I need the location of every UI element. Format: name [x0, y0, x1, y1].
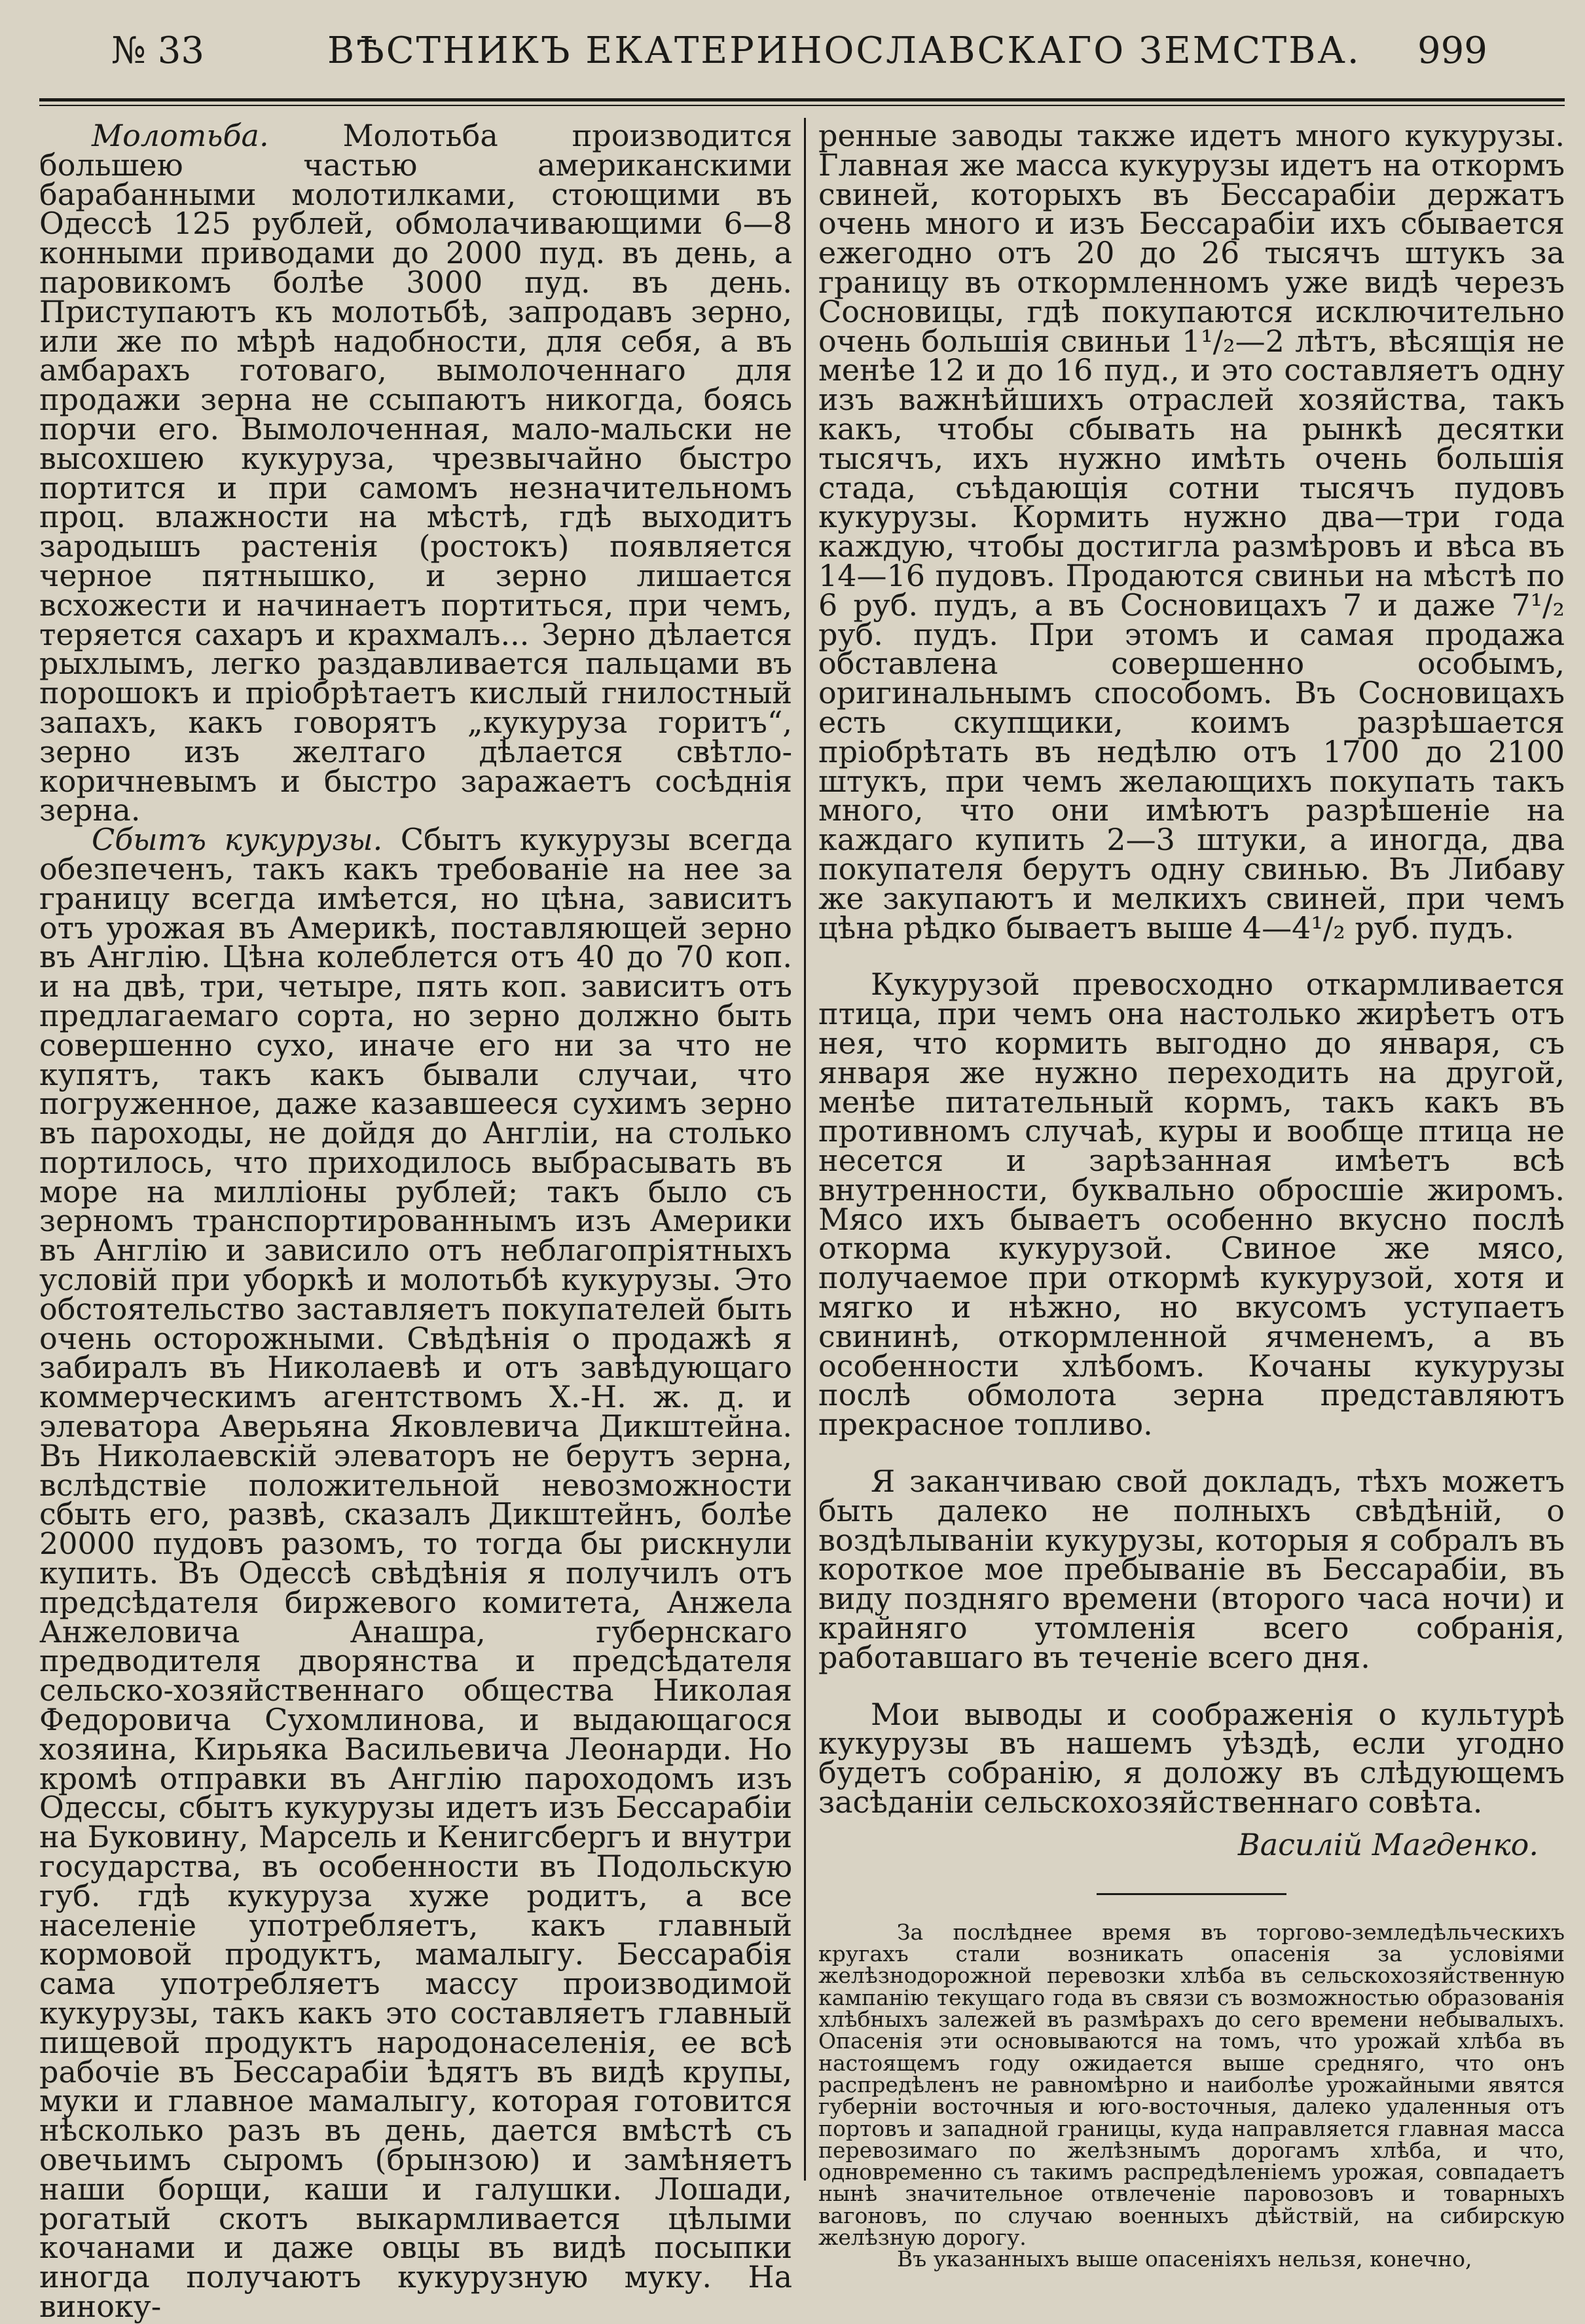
- news-paragraph-continued: Въ указанныхъ выше опасеніяхъ нельзя, конечно,: [897, 2246, 1472, 2272]
- runin-heading-threshing: Молотьба.: [92, 118, 269, 153]
- page-header: [0, 25, 1585, 77]
- section-rule: [1097, 1893, 1286, 1895]
- paragraph-threshing: [39, 118, 792, 828]
- header-rule-thin: [39, 105, 1565, 106]
- paragraph-findings: Мои выводы и соображенія о культурѣ кукурузы въ нашемъ уѣздѣ, если угодно будетъ собранію, я доложу въ слѣдующемъ засѣданіи сельскохозяйственнаго совѣта.: [818, 1696, 1565, 1820]
- news-note: [818, 1921, 1565, 2270]
- header-rule-thick: [39, 98, 1565, 101]
- issue-number: № 33: [111, 29, 205, 72]
- page-number: 999: [1417, 29, 1487, 72]
- author-signature: Василій Магденко.: [1237, 1826, 1539, 1862]
- paragraph-poultry: Кукурузой превосходно откармливается птица, при чемъ она настолько жирѣетъ отъ нея, что кормить выгодно до января, съ января же нужно переходить на другой, менѣе питательный кормъ, такъ какъ въ противномъ случаѣ, куры и вообще птица не несется и зарѣзанная имѣетъ всѣ внутренности, буквально обросшіе жиромъ. Мясо ихъ бываетъ особенно вкусно послѣ откорма кукурузой. Свиное же мясо, получаемое при откормѣ кукурузой, хотя и мягко и нѣжно, но вкусомъ уступаетъ свининѣ, откормленной ячменемъ, а въ особенности хлѣбомъ. Кочаны кукурузы послѣ обмолота зерна представляютъ прекрасное топливо.: [818, 967, 1565, 1443]
- runin-heading-corn-sales: Сбытъ кукурузы.: [92, 822, 383, 858]
- journal-title: ВѢСТНИКЪ ЕКАТЕРИНОСЛАВСКАГО ЗЕМСТВА.: [327, 29, 1361, 72]
- paragraph-conclusion: Я заканчиваю свой докладъ, тѣхъ можетъ быть далеко не полныхъ свѣдѣній, о воздѣлываніи кукурузы, которыя я собралъ въ короткое мое пребываніе въ Бессарабіи, въ виду поздняго времени (второго часа ночи) и крайняго утомленія всего собранія, работавшаго въ теченіе всего дня.: [818, 1464, 1565, 1675]
- column-divider: [804, 118, 806, 2181]
- left-column: [39, 118, 792, 2324]
- paragraph-corn-sales: [39, 822, 792, 2324]
- paragraph-pig-fattening: ренные заводы также идетъ много кукурузы. Главная же масса кукурузы идетъ на откормъ свиней, которыхъ въ Бессарабіи держатъ очень много и изъ Бессарабіи ихъ сбывается ежегодно отъ 20 до 26 тысячъ штукъ за границу въ откормленномъ уже видѣ черезъ Сосновицы, гдѣ покупаются исключительно очень большія свиньи 1¹/₂—2 лѣтъ, вѣсящія не менѣе 12 и до 16 пуд., и это составляетъ одну изъ важнѣйшихъ отраслей хозяйства, такъ какъ, чтобы сбывать на рынкѣ десятки тысячъ, ихъ нужно имѣть очень большія стада, съѣдающія сотни тысячъ пудовъ кукурузы. Кормить нужно два—три года каждую, чтобы достигла размѣровъ и вѣса въ 14—16 пудовъ. Продаются свиньи на мѣстѣ по 6 руб. пудъ, а въ Сосновицахъ 7 и даже 7¹/₂ руб. пудъ. При этомъ и самая продажа обставлена совершенно особымъ, оригинальнымъ способомъ. Въ Сосновицахъ есть скупщики, коимъ разрѣшается пріобрѣтать въ недѣлю отъ 1700 до 2100 штукъ, при чемъ желающихъ покупать такъ много, что они имѣютъ разрѣшеніе на каждаго купить 2—3 штуки, а иногда, два покупателя берутъ одну свинью. Въ Либаву же закупаютъ и мелкихъ свиней, при чемъ цѣна рѣдко бываетъ выше 4—4¹/₂ руб. пудъ.: [818, 118, 1565, 946]
- paragraph-text: Сбытъ кукурузы всегда обезпеченъ, такъ какъ требованіе на нее за границу всегда имѣется, но цѣна, зависитъ отъ урожая въ Америкѣ, поставляющей зерно въ Англію. Цѣна колеблется отъ 40 до 70 коп. и на двѣ, три, четыре, пять коп. зависитъ отъ предлагаемаго сорта, но зерно должно быть совершенно сухо, иначе его ни за что не купятъ, такъ какъ бывали случаи, что погруженное, даже казавшееся сухимъ зерно въ пароходы, не дойдя до Англіи, на столько портилось, что приходилось выбрасывать въ море на милліоны рублей; такъ было съ зерномъ транспортированнымъ изъ Америки въ Англію и зависило отъ неблагопріятныхъ условій при уборкѣ и молотьбѣ кукурузы. Это обстоятельство заставляетъ покупателей быть очень осторожными. Свѣдѣнія о продажѣ я забиралъ въ Николаевѣ и отъ завѣдующаго коммерческимъ агентствомъ Х.-Н. ж. д. и элеватора Аверьяна Яковлевича Дикштейна. Въ Николаевскій элеваторъ не берутъ зерна, вслѣдствіе положительной невозможности сбыть его, развѣ, сказалъ Дикштейнъ, болѣе 20000 пудовъ разомъ, то тогда бы рискнули купить. Въ Одессѣ свѣдѣнія я получилъ отъ предсѣдателя биржевого комитета, Анжела Анжеловича Анашра, губернскаго предводителя дворянства и предсѣдателя сельско-хозяйственнаго общества Николая Федоровича Сухомлинова, и выдающагося хозяина, Кирьяка Васильевича Леонарди. Но кромѣ отправки въ Англію пароходомъ изъ Одессы, сбытъ кукурузы идетъ изъ Бессарабіи на Буковину, Марсель и Кенигсбергъ и внутри государства, въ особенности въ Подольскую губ. гдѣ кукуруза хуже родитъ, а все населеніе употребляетъ, какъ главный кормовой продуктъ, мамалыгу. Бессарабія сама употребляетъ массу производимой кукурузы, такъ какъ это составляетъ главный пищевой продуктъ народонаселенія, ее всѣ рабочіе въ Бессарабіи ѣдятъ въ видѣ крупы, муки и главное мамалыгу, которая готовится нѣсколько разъ въ день, дается вмѣстѣ съ овечьимъ сыромъ (брынзою) и замѣняетъ наши борщи, каши и галушки. Лошади, рогатый скотъ выкармливается цѣлыми кочанами и даже овцы въ видѣ посыпки иногда получаютъ кукурузную муку. На виноку-: [39, 822, 792, 2324]
- right-column: [818, 118, 1565, 2272]
- news-paragraph: За послѣднее время въ торгово-земледѣльческихъ кругахъ стали возникать опасенія за условіями желѣзнодорожной перевозки хлѣба въ сельскохозяйственную кампанію текущаго года въ связи съ возможностью образованія хлѣбныхъ залежей въ размѣрахъ до сего времени небывалыхъ. Опасенія эти основываются на томъ, что урожай хлѣба въ настоящемъ году ожидается выше средняго, что онъ распредѣленъ не равномѣрно и наиболѣе урожайными явятся губерніи восточныя и юго-восточныя, далеко удаленныя отъ портовъ и западной границы, куда направляется главная масса перевозимаго по желѣзнымъ дорогамъ хлѣба, и что, одновременно съ такимъ распредѣленіемъ урожая, совпадаетъ нынѣ значительное отвлеченіе паровозовъ и товарныхъ вагоновъ, по случаю военныхъ дѣйствій, на сибирскую желѣзную дорогу.: [818, 1919, 1565, 2250]
- paragraph-text: Молотьба производится большею частью американскими барабанными молотилками, стоющими въ Одессѣ 125 рублей, обмолачивающими 6—8 конными приводами до 2000 пуд. въ день, а паровикомъ болѣе 3000 пуд. въ день. Приступаютъ къ молотьбѣ, запродавъ зерно, или же по мѣрѣ надобности, для себя, а въ амбарахъ готоваго, вымолоченнаго для продажи зерна не ссыпаютъ никогда, боясь порчи его. Вымолоченная, мало-мальски не высохшею кукуруза, чрезвычайно быстро портится и при самомъ незначительномъ проц. влажности на мѣстѣ, гдѣ выходитъ зародышъ растенія (ростокъ) появляется черное пятнышко, и зерно лишается всхожести и начинаетъ портиться, при чемъ, теряется сахаръ и крахмалъ... Зерно дѣлается рыхлымъ, легко раздавливается пальцами въ порошокъ и пріобрѣтаетъ кислый гнилостный запахъ, какъ говорятъ „кукуруза горитъ“, зерно изъ желтаго дѣлается свѣтло-коричневымъ и быстро заражаетъ сосѣднія зерна.: [39, 118, 792, 828]
